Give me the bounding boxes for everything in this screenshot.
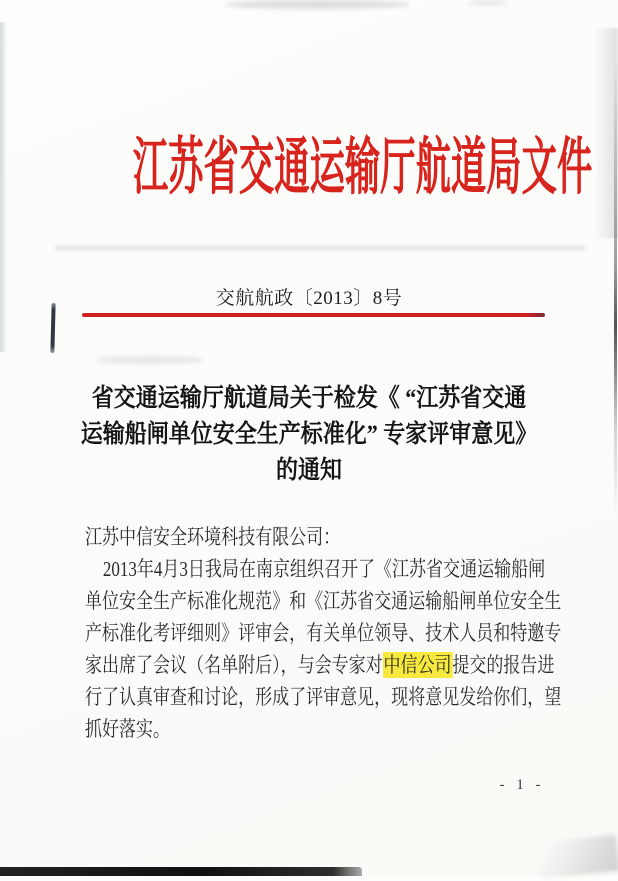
agency-letterhead-title: 江苏省交通运输厅航道局文件 [132,134,593,202]
paragraph-line-3: 产标准化考评细则》评审会，有关单位领导、技术人员和特邀专 [85,621,562,645]
document-reference-number: 交航航政〔2013〕8号 [215,288,403,309]
paragraph-line-5: 行了认真审查和讨论，形成了评审意见，现将意见发给你们，望 [85,685,562,709]
notice-title-line-2: 运输船闸单位安全生产标准化” 专家评审意见》 [80,421,538,448]
paragraph-line-2: 单位安全生产标准化规范》和《江苏省交通运输船闸单位安全生 [85,589,562,613]
scan-shadow-bottom [0,867,362,876]
paragraph-line-6: 抓好落实。 [85,717,171,741]
red-separator-rule [82,313,545,317]
paragraph-line-4 [85,649,571,681]
scan-smudge-bottom-right [511,835,618,881]
scan-smudge-top [225,0,410,9]
paragraph-line-4-after: 提交的报告进 [452,653,555,677]
scan-smudge-right [594,28,618,238]
notice-title [37,381,581,489]
scan-smudge-top-right [468,0,508,6]
notice-title-line-3: 的通知 [275,457,342,484]
salutation: 江苏中信安全环境科技有限公司： [85,525,341,549]
notice-title-line-1: 省交通运输厅航道局关于检发《 “江苏省交通 [91,385,527,412]
page-number: - 1 - [499,777,545,793]
highlighted-company-name: 中信公司 [383,653,452,677]
scan-smudge-middle [95,356,205,364]
pen-mark [50,303,55,353]
paragraph-line-4-before: 家出席了会议（名单附后），与会专家对 [85,653,383,677]
paragraph-line-1: 2013年4月3日我局在南京组织召开了《江苏省交通运输船闸 [102,557,546,581]
paper-fold-line [55,246,585,250]
body-text [85,521,571,745]
